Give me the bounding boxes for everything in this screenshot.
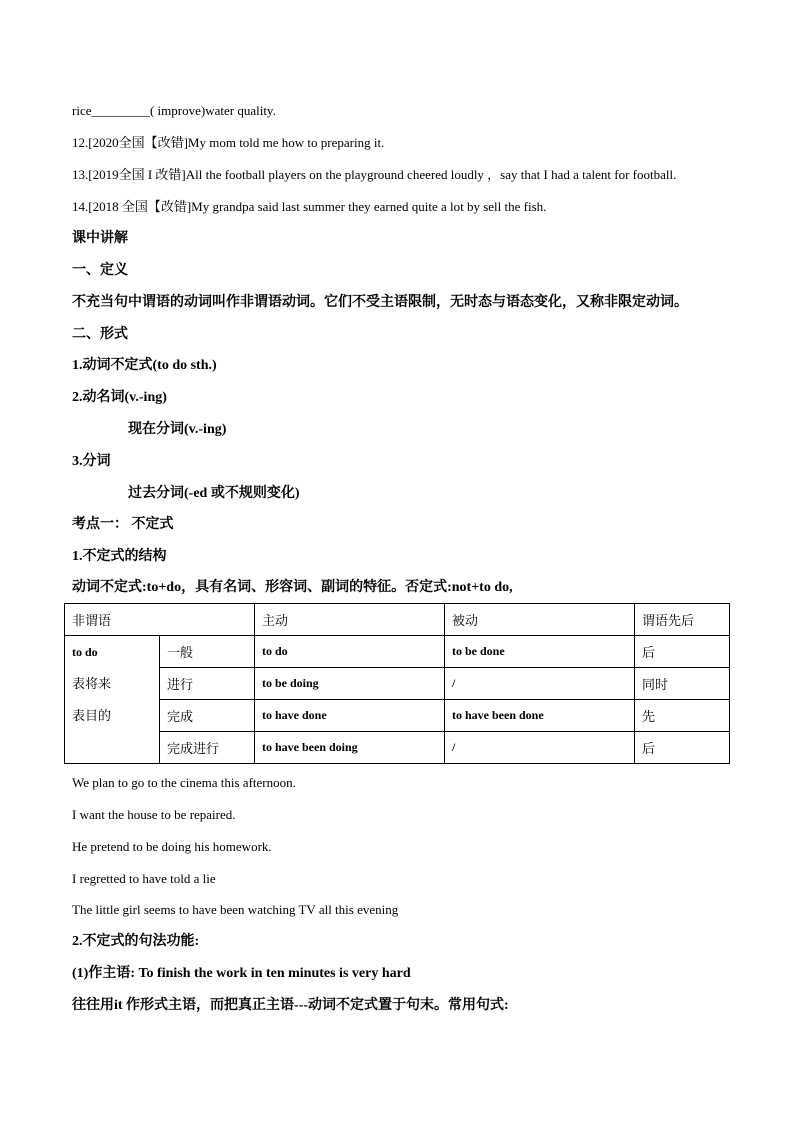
example-sentence: We plan to go to the cinema this afternoon. (72, 775, 296, 790)
table-cell-kind: 完成 (160, 700, 255, 732)
table-row (65, 668, 730, 700)
example-sentence: The little girl seems to have been watching TV all this evening (72, 902, 399, 917)
table-cell-passive: to be done (445, 636, 635, 668)
example-sentence: I regretted to have told a lie (72, 871, 216, 886)
form-heading: 二、形式 (72, 327, 128, 342)
structure-text: 动词不定式:to+do，具有名词、形容词、副词的特征。否定式:not+to do, (72, 580, 513, 595)
table-cell-order: 后 (635, 732, 730, 764)
table-cell-kind: 进行 (160, 668, 255, 700)
table-group-cell (65, 636, 160, 764)
table-header: 谓语先后 (635, 604, 730, 636)
table-cell-active: to do (255, 636, 445, 668)
table-cell-kind: 完成进行 (160, 732, 255, 764)
table-cell-order: 后 (635, 636, 730, 668)
function-heading: 2.不定式的句法功能: (72, 934, 200, 949)
table-cell-passive: to have been done (445, 700, 635, 732)
example-sentence: I want the house to be repaired. (72, 807, 236, 822)
exercise-line-13: 13.[2019全国 I 改错]All the football players on the playground cheered loudly ，say that I had a talent for football. (72, 167, 677, 182)
table-cell-order: 先 (635, 700, 730, 732)
form-subitem-past-participle: 过去分词(-ed 或不规则变化) (128, 486, 300, 501)
group-label: 表目的 (72, 708, 112, 723)
table-row (65, 700, 730, 732)
table-cell-order: 同时 (635, 668, 730, 700)
table-cell-active: to have been doing (255, 732, 445, 764)
function-note: 往往用it 作形式主语，而把真正主语---动词不定式置于句末。常用句式: (72, 998, 509, 1013)
form-item-participle: 3.分词 (72, 454, 111, 469)
table-header: 非谓语 (65, 604, 255, 636)
example-sentence: He pretend to be doing his homework. (72, 839, 272, 854)
exercise-line-14: 14.[2018 全国【改错]My grandpa said last summer they earned quite a lot by sell the fish. (72, 199, 547, 214)
topic-heading: 考点一： 不定式 (72, 517, 174, 532)
definition-text: 不充当句中谓语的动词叫作非谓语动词。它们不受主语限制，无时态与语态变化，又称非限定动词。 (72, 295, 688, 310)
exercise-line-12: 12.[2020全国【改错]My mom told me how to preparing it. (72, 135, 385, 150)
table-header: 主动 (255, 604, 445, 636)
table-header: 被动 (445, 604, 635, 636)
form-item-gerund: 2.动名词(v.-ing) (72, 390, 167, 405)
table-cell-kind: 一般 (160, 636, 255, 668)
table-header-row (65, 604, 730, 636)
table-row (65, 636, 730, 668)
infinitive-table (64, 603, 730, 764)
definition-heading: 一、定义 (72, 263, 128, 278)
form-subitem-present-participle: 现在分词(v.-ing) (128, 422, 227, 437)
form-item-infinitive: 1.动词不定式(to do sth.) (72, 358, 217, 373)
group-label: 表将来 (72, 676, 112, 691)
function-subject: (1)作主语: To finish the work in ten minutes is very hard (72, 966, 411, 981)
table-cell-passive: / (445, 732, 635, 764)
table-cell-passive: / (445, 668, 635, 700)
group-label: to do (72, 645, 98, 659)
table-cell-active: to be doing (255, 668, 445, 700)
table-row (65, 732, 730, 764)
section-heading: 课中讲解 (72, 231, 128, 246)
exercise-line-11: rice_________( improve)water quality. (72, 103, 276, 118)
table-cell-active: to have done (255, 700, 445, 732)
structure-heading: 1.不定式的结构 (72, 549, 167, 564)
